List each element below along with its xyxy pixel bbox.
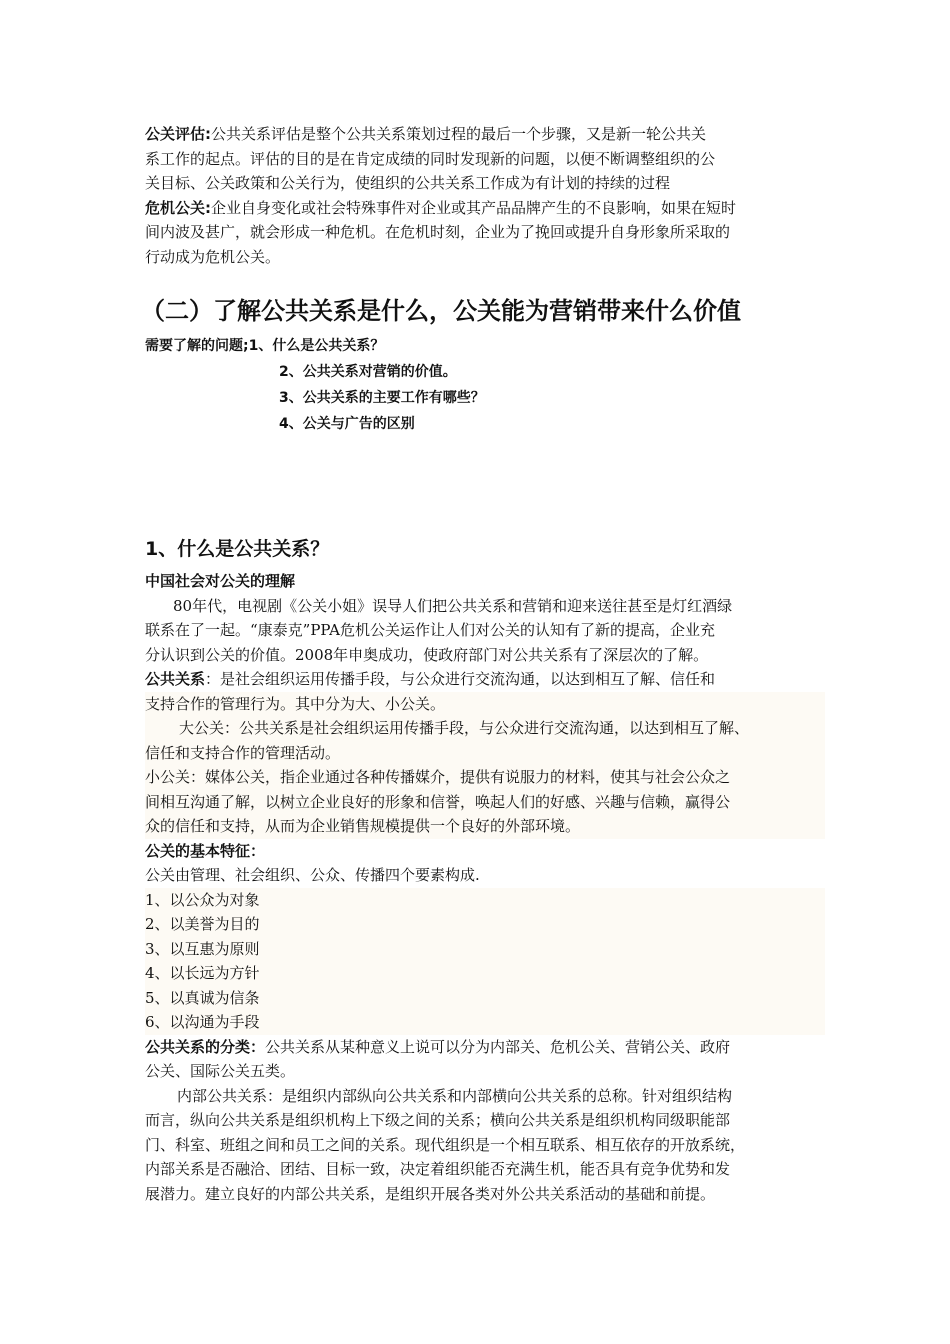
text-line: 而言，纵向公共关系是组织机构上下级之间的关系；横向公共关系是组织机构同级职能部 xyxy=(145,1111,731,1129)
feature-item: 3、以互惠为原则 xyxy=(145,939,260,958)
feature-item: 4、以长远为方针 xyxy=(145,964,260,982)
term-classification: 公共关系的分类： xyxy=(145,1037,266,1056)
text-line: 小公关：媒体公关，指企业通过各种传播媒介，提供有说服力的材料，使其与社会公众之 xyxy=(145,768,731,786)
text-line: 内部公共关系：是组织内部纵向公共关系和内部横向公共关系的总称。针对组织结构 xyxy=(177,1086,733,1105)
term-public-relations: 公共关系 xyxy=(145,670,206,688)
text-line: ：是社会组织运用传播手段，与公众进行交流沟通，以达到相互了解、信任和 xyxy=(205,670,716,688)
feature-item: 5、以真诚为信条 xyxy=(145,988,260,1007)
text-line: 间相互沟通了解，以树立企业良好的形象和信誉，唤起人们的好感、兴趣与信赖，赢得公 xyxy=(145,792,731,811)
features-title: 公关的基本特征： xyxy=(145,841,266,860)
text-line: 公共关系从某种意义上说可以分为内部关、危机公关、营销公关、政府 xyxy=(265,1037,731,1056)
small-pr-paragraph xyxy=(145,765,825,839)
feature-item: 2、以美誉为目的 xyxy=(145,915,260,933)
term-crisis-pr: 危机公关: xyxy=(145,198,211,217)
text-line: 门、科室、班组之间和员工之间的关系。现代组织是一个相互联系、相互依存的开放系统， xyxy=(145,1135,746,1154)
internal-pr-paragraph xyxy=(145,1084,825,1207)
text-line: 公关、国际公关五类。 xyxy=(145,1062,296,1080)
subsection-heading: 1、什么是公共关系？ xyxy=(145,538,330,560)
text-line: 公共关系评估是整个公共关系策划过程的最后一个步骤，又是新一轮公共关 xyxy=(211,125,707,143)
text-line: 企业自身变化或社会特殊事件对企业或其产品品牌产生的不良影响，如果在短时 xyxy=(211,198,737,217)
questions-prefix: 需要了解的问题; xyxy=(145,338,249,354)
term-pr-evaluation: 公关评估: xyxy=(145,125,211,143)
text-line: 展潜力。建立良好的内部公共关系，是组织开展各类对外公共关系活动的基础和前提。 xyxy=(145,1184,716,1203)
features-intro: 公关由管理、社会组织、公众、传播四个要素构成. xyxy=(145,866,480,884)
china-understanding-title: 中国社会对公关的理解 xyxy=(145,572,296,590)
features-list xyxy=(145,888,825,1035)
pr-definition-paragraph xyxy=(145,667,825,716)
question-item: 1、什么是公共关系？ xyxy=(248,338,385,354)
text-line: 80年代，电视剧《公关小姐》误导人们把公共关系和营销和迎来送往甚至是灯红酒绿 xyxy=(173,596,733,615)
pr-evaluation-paragraph xyxy=(145,122,825,196)
text-line: 分认识到公关的价值。2008年申奥成功，使政府部门对公共关系有了深层次的了解。 xyxy=(145,645,709,664)
crisis-pr-paragraph xyxy=(145,196,825,270)
text-line: 大公关：公共关系是社会组织运用传播手段，与公众进行交流沟通，以达到相互了解、 xyxy=(179,719,750,737)
text-line: 众的信任和支持，从而为企业销售规模提供一个良好的外部环境。 xyxy=(145,817,581,835)
feature-item: 6、以沟通为手段 xyxy=(145,1013,260,1031)
text-line: 关目标、公关政策和公关行为，使组织的公共关系工作成为有计划的持续的过程 xyxy=(145,174,671,192)
text-line: 行动成为危机公关。 xyxy=(145,247,281,266)
text-line: 支持合作的管理行为。其中分为大、小公关。 xyxy=(145,692,825,717)
china-understanding-paragraph xyxy=(145,594,825,668)
feature-item: 1、以公众为对象 xyxy=(145,890,260,909)
big-pr-paragraph xyxy=(145,716,825,765)
question-item: 2、公共关系对营销的价值。 xyxy=(279,364,457,380)
question-item: 4、公关与广告的区别 xyxy=(279,416,415,432)
question-item: 3、公共关系的主要工作有哪些？ xyxy=(279,390,485,406)
text-line: 内部关系是否融洽、团结、目标一致，决定着组织能否充满生机，能否具有竞争优势和发 xyxy=(145,1160,731,1178)
document-page xyxy=(141,122,825,1206)
questions-list xyxy=(145,333,825,437)
text-line: 信任和支持合作的管理活动。 xyxy=(145,743,341,762)
section-heading-2: （二）了解公共关系是什么，公关能为营销带来什么价值 xyxy=(141,297,741,325)
text-line: 系工作的起点。评估的目的是在肯定成绩的同时发现新的问题，以便不断调整组织的公 xyxy=(145,149,716,168)
text-line: 间内波及甚广，就会形成一种危机。在危机时刻，企业为了挽回或提升自身形象所采取的 xyxy=(145,223,731,241)
text-line: 联系在了一起。“康泰克”PPA危机公关运作让人们对公关的认知有了新的提高，企业充 xyxy=(145,621,715,639)
classification-paragraph xyxy=(145,1035,825,1084)
